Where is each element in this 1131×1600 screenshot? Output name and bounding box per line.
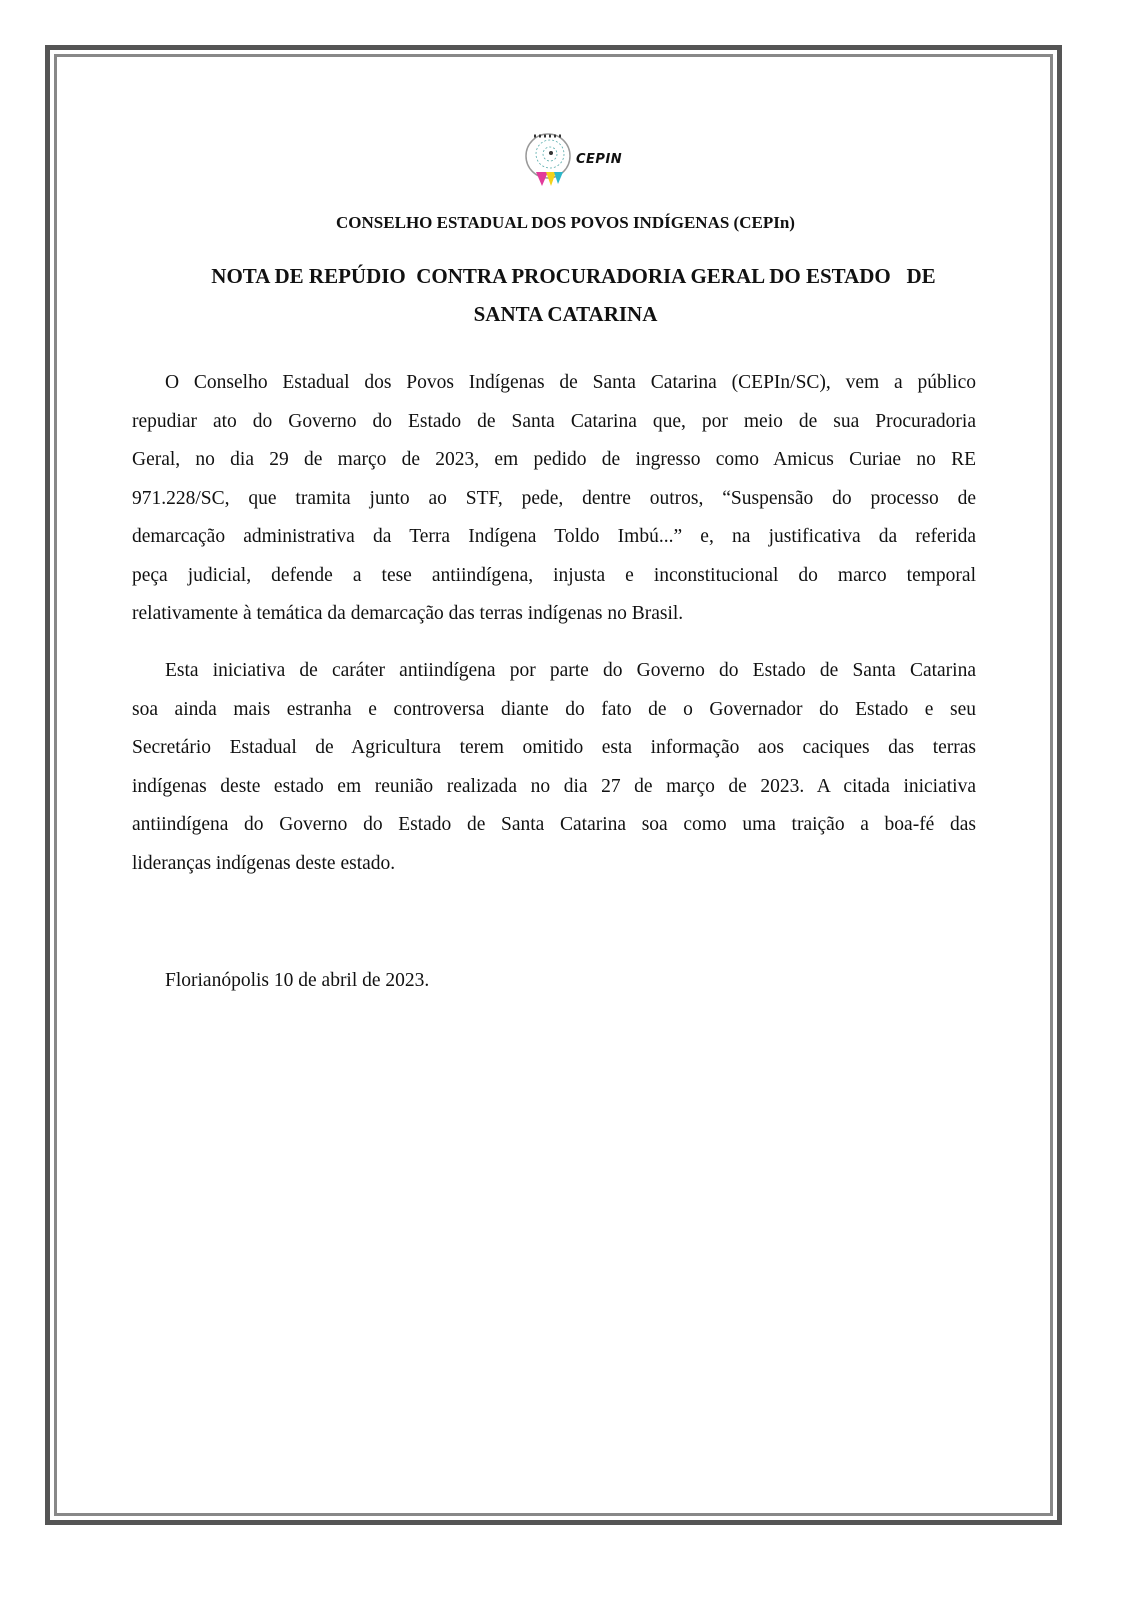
paragraph-line: indígenas deste estado em reunião realizada no dia 27 de março de 2023. A citada iniciativa [132, 775, 976, 797]
paragraph-line: peça judicial, defende a tese antiindígena, injusta e inconstitucional do marco temporal [132, 564, 976, 586]
paragraph-2 [132, 652, 976, 883]
paragraph-line: soa ainda mais estranha e controversa diante do fato de o Governador do Estado e seu [132, 698, 976, 720]
document-title-line-1: NOTA DE REPÚDIO CONTRA PROCURADORIA GERAL DO ESTADO DE [211, 264, 936, 288]
cepin-logo [520, 128, 623, 190]
date-line: Florianópolis 10 de abril de 2023. [165, 970, 430, 991]
paragraph-line: Geral, no dia 29 de março de 2023, em pedido de ingresso como Amicus Curiae no RE [132, 449, 976, 470]
logo-text: CEPIN [576, 152, 623, 167]
paragraph-line: Esta iniciativa de caráter antiindígena por parte do Governo do Estado de Santa Catarina [165, 660, 976, 681]
dreamcatcher-icon [520, 128, 580, 190]
paragraph-line: 971.228/SC, que tramita junto ao STF, pede, dentre outros, “Suspensão do processo de [132, 487, 976, 509]
document-title-line-2: SANTA CATARINA [473, 302, 658, 326]
paragraph-1 [132, 364, 976, 634]
paragraph-line: lideranças indígenas deste estado. [132, 852, 396, 874]
paragraph-line: relativamente à temática da demarcação das terras indígenas no Brasil. [132, 603, 684, 624]
paragraph-line: O Conselho Estadual dos Povos Indígenas de Santa Catarina (CEPIn/SC), vem a público [165, 372, 976, 393]
paragraph-line: repudiar ato do Governo do Estado de Santa Catarina que, por meio de sua Procuradoria [132, 410, 976, 432]
organization-name: CONSELHO ESTADUAL DOS POVOS INDÍGENAS (CEPIn) [336, 213, 795, 232]
paragraph-line: Secretário Estadual de Agricultura terem omitido esta informação aos caciques das terras [132, 737, 976, 758]
paragraph-line: antiindígena do Governo do Estado de Santa Catarina soa como uma traição a boa-fé das [132, 814, 976, 835]
paragraph-line: demarcação administrativa da Terra Indígena Toldo Imbú...” e, na justificativa da referida [132, 526, 976, 547]
